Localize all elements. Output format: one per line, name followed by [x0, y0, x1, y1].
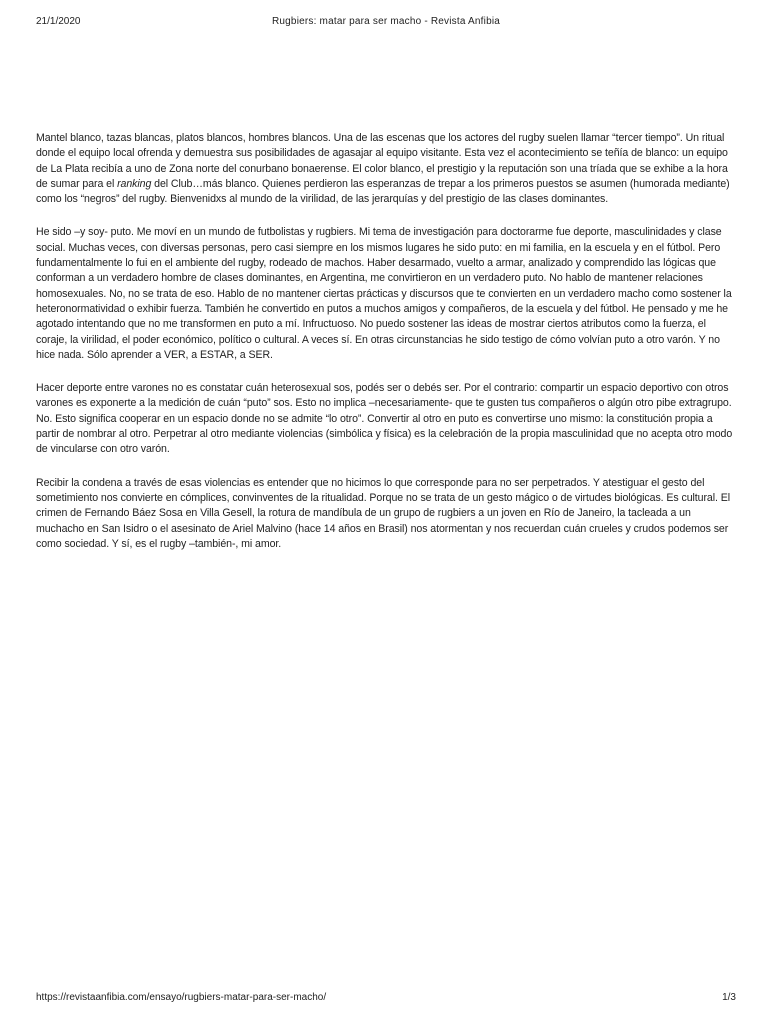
page-url: https://revistaanfibia.com/ensayo/rugbiers-matar-para-ser-macho/: [36, 992, 327, 1003]
paragraph-1-text-end: del Club…más blanco. Quienes perdieron las esperanzas de trepar a los primeros puestos se asumen (humorada mediante) como los “negros” del rugby. Bienvenidxs al mundo de la virilidad, de las jerarquías y del prestigio de las clases dominantes.: [36, 177, 730, 206]
print-footer: [36, 992, 736, 1008]
page-title: Rugbiers: matar para ser macho - Revista Anfibia: [271, 16, 501, 27]
emphasis-ranking: ranking: [117, 177, 152, 190]
paragraph-4: Recibir la condena a través de esas violencias es entender que no hicimos lo que corresponde para no ser perpetrados. Y atestiguar el gesto del sometimiento nos convierte en cómplices, convinventes de la ritualidad. Porque no se trata de un gesto mágico o de virtudes biológicas. Es cultural. El crimen de Fernando Báez Sosa en Villa Gesell, la rotura de mandíbula de un grupo de rugbiers a un joven en Río de Janeiro, la tacleada a un muchacho en San Isidro o el asesinato de Ariel Malvino (hace 14 años en Brasil) nos atormentan y nos recuerdan cuán crueles y crudos podemos ser como sociedad. Y sí, es el rugby –también-, mi amor.: [36, 476, 730, 550]
page-number: 1/3: [722, 992, 736, 1003]
paragraph-1: [36, 131, 736, 207]
paragraph-2: He sido –y soy- puto. Me moví en un mundo de futbolistas y rugbiers. Mi tema de investigación para doctorarme fue deporte, masculinidades y clase social. Muchas veces, con diversas personas, pero casi siempre en los mismos lugares he sido puto: en mi familia, en la escuela y en el fútbol. Pero fundamentalmente lo fui en el ambiente del rugby, rodeado de machos. Haber desarmado, vuelto a armar, analizado y comprendido las lógicas que conforman a un verdadero hombre de clases dominantes, en Argentina, me convirtieron en un verdadero puto. No hablo de mantener relaciones homosexuales. No, no se trata de eso. Hablo de no mantener ciertas prácticas y discursos que te convierten en un verdadero macho como sostener la heteronormatividad o exhibir fuerza. También he convertido en putos a muchos amigos y compañeros, de la escuela y del fútbol. He pensado y me he agotado intentando que no me transformen en puto a mí. Infructuoso. No puedo sostener las ideas de mostrar ciertos atributos como la fuerza, el coraje, la virilidad, el poder económico, político o cultural. A veces sí. En otras circunstancias he sido testigo de cómo volvían puto a otro varón. Y no hice nada. Sólo aprender a VER, a ESTAR, a SER.: [36, 226, 732, 361]
paragraph-3: Hacer deporte entre varones no es constatar cuán heterosexual sos, podés ser o debés ser. Por el contrario: compartir un espacio deportivo con otros varones es exponerte a la medición de cuán “puto” sos. Esto no implica –necesariamente- que te gusten tus compañeros o algún otro pibe extragrupo. No. Esto significa cooperar en un espacio donde no se admite “lo otro”. Convertir al otro en puto es convertirse uno mismo: la constitución propia a partir de nombrar al otro. Perpetrar al otro mediante violencias (simbólica y física) es la celebración de la propia masculinidad que no acepta otro modo de vincularse con otro varón.: [36, 382, 733, 456]
print-header: [36, 16, 736, 32]
article-body: [36, 131, 736, 570]
paragraph-1-text-start: Mantel blanco, tazas blancas, platos blancos, hombres blancos. Una de las escenas que los actores del rugby suelen llamar “tercer tiempo”. Un ritual donde el equipo local ofrenda y demuestra sus posibilidades de agasajar al equipo visitante. Esta vez el acontecimiento se teñía de blanco: un equipo de La Plata recibía a uno de Zona norte del conurbano bonaerense. El color blanco, el prestigio y la reputación son una tríada que se exhibe a la hora de sumar para el: [36, 132, 728, 190]
print-date: 21/1/2020: [36, 16, 81, 27]
